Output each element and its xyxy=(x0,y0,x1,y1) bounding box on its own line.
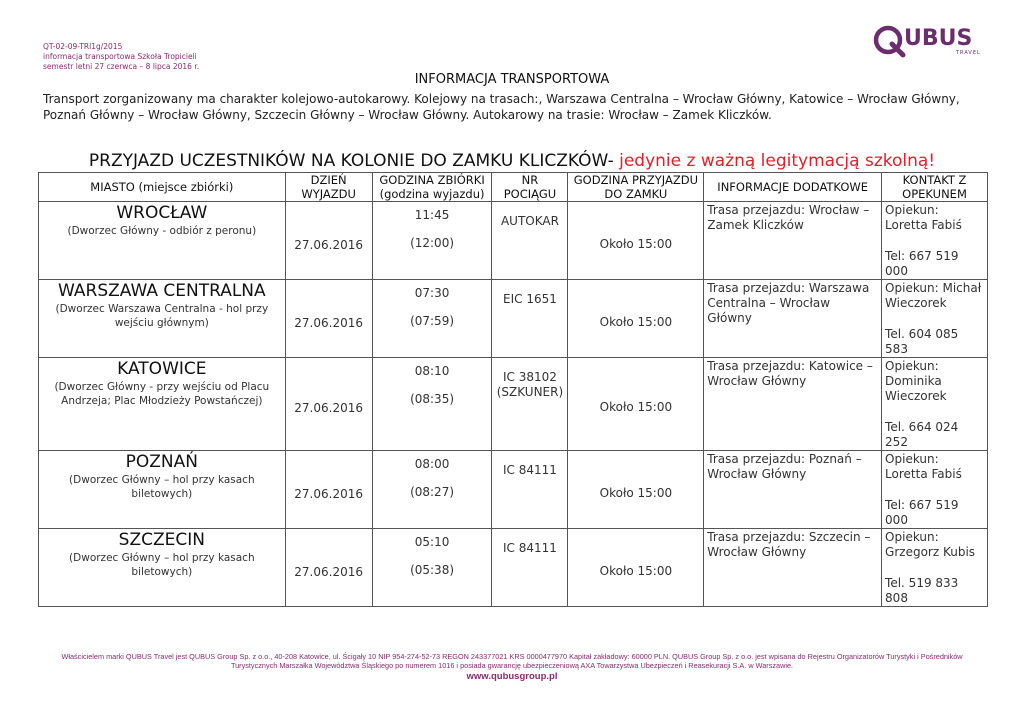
table-row xyxy=(39,280,988,358)
cell-train xyxy=(492,358,568,451)
cell-arrival: Około 15:00 xyxy=(568,202,704,280)
cell-city xyxy=(39,358,286,451)
gather-time: 08:10 xyxy=(414,364,450,378)
cell-contact xyxy=(882,529,988,607)
caretaker-phone: Tel: 667 519 000 xyxy=(885,249,959,278)
gather-time: 07:30 xyxy=(414,286,450,300)
header-date: DZIEŃ WYJAZDU xyxy=(285,173,372,202)
city-name: POZNAŃ xyxy=(125,452,198,472)
table-row xyxy=(39,202,988,280)
departure-time: (08:35) xyxy=(410,392,455,406)
cell-info: Trasa przejazdu: Wrocław – Zamek Kliczków xyxy=(704,202,882,280)
city-name: SZCZECIN xyxy=(118,530,205,550)
document-description: informacja transportowa Szkoła Tropicieli xyxy=(43,52,197,61)
cell-city xyxy=(39,451,286,529)
cell-train xyxy=(492,529,568,607)
qubus-travel-logo xyxy=(872,24,984,60)
cell-date: 27.06.2016 xyxy=(285,529,372,607)
logo-wordmark: UBUS xyxy=(904,26,973,51)
document-code: QT-02-09-TRl1g/2015 xyxy=(43,42,123,51)
table-row xyxy=(39,529,988,607)
intro-paragraph: Transport zorganizowany ma charakter kolejowo-autokarowy. Kolejowy na trasach:, Warszawa Centralna – Wrocław Główny, Katowice – Wrocław Główny, Poznań Główny – Wrocław Główny, Szczecin Główny – Wrocław Główny. Autokarowy na trasie: Wrocław – Zamek Kliczków. xyxy=(43,92,960,122)
page-heading: INFORMACJA TRANSPORTOWA xyxy=(414,72,610,87)
document-period: semestr letni 27 czerwca – 8 lipca 2016 r. xyxy=(43,62,200,71)
caretaker-name: Opiekun: Loretta Fabiś xyxy=(885,203,962,232)
meeting-place: (Dworzec Główny - odbiór z peronu) xyxy=(67,225,257,237)
cell-arrival: Około 15:00 xyxy=(568,280,704,358)
cell-train xyxy=(492,280,568,358)
meeting-place: (Dworzec Główny - przy wejściu od Placu Andrzeja; Plac Młodzieży Powstańczej) xyxy=(54,381,270,407)
table-row xyxy=(39,451,988,529)
logo-q-mark xyxy=(872,24,906,58)
departure-time: (05:38) xyxy=(410,563,455,577)
departure-time: (08:27) xyxy=(410,485,455,499)
train-name: (SZKUNER) xyxy=(496,385,564,399)
header-train-number: NR POCIĄGU xyxy=(492,173,568,202)
caretaker-name: Opiekun: Grzegorz Kubis xyxy=(885,530,976,559)
cell-contact xyxy=(882,358,988,451)
arrival-title-highlight: jedynie z ważną legitymacją szkolną! xyxy=(619,151,936,171)
train-number: IC 84111 xyxy=(503,541,557,555)
logo-subtitle: TRAVEL xyxy=(956,50,981,56)
caretaker-phone: Tel: 667 519 000 xyxy=(885,498,959,527)
caretaker-name: Opiekun: Michał Wieczorek xyxy=(885,281,982,310)
cell-city xyxy=(39,280,286,358)
table-header-row xyxy=(39,173,988,202)
cell-train xyxy=(492,202,568,280)
train-number: IC 84111 xyxy=(503,463,557,477)
cell-info: Trasa przejazdu: Warszawa Centralna – Wrocław Główny xyxy=(704,280,882,358)
footer-legal-line-2: Turystycznych Marszałka Województwa Śląskiego po numerem 1016 i posiada gwarancję ubezpieczeniową AXA Towarzystwa Ubezpieczeń i Reasekuracji S.A. w Warszawie. xyxy=(230,661,794,670)
meeting-place: (Dworzec Główny – hol przy kasach biletowych) xyxy=(69,552,255,578)
gather-time: 08:00 xyxy=(414,457,450,471)
cell-city xyxy=(39,202,286,280)
footer-website-link[interactable]: www.qubusgroup.pl xyxy=(466,671,558,682)
cell-time xyxy=(372,280,492,358)
caretaker-phone: Tel. 664 024 252 xyxy=(885,420,959,449)
cell-time xyxy=(372,358,492,451)
transport-table xyxy=(38,172,988,607)
cell-arrival: Około 15:00 xyxy=(568,529,704,607)
cell-date: 27.06.2016 xyxy=(285,202,372,280)
cell-date: 27.06.2016 xyxy=(285,358,372,451)
gather-time: 11:45 xyxy=(414,208,450,222)
header-additional-info: INFORMACJE DODATKOWE xyxy=(704,173,882,202)
header-gather-time: GODZINA ZBIÓRKI (godzina wyjazdu) xyxy=(372,173,492,202)
cell-arrival: Około 15:00 xyxy=(568,451,704,529)
cell-contact xyxy=(882,202,988,280)
footer xyxy=(0,652,1024,684)
cell-info: Trasa przejazdu: Katowice – Wrocław Główny xyxy=(704,358,882,451)
gather-time: 05:10 xyxy=(414,535,450,549)
meeting-place: (Dworzec Warszawa Centralna - hol przy wejściu głównym) xyxy=(55,303,269,329)
meeting-place: (Dworzec Główny – hol przy kasach biletowych) xyxy=(69,474,255,500)
caretaker-name: Opiekun: Dominika Wieczorek xyxy=(885,359,947,403)
train-number: IC 38102 xyxy=(503,370,557,384)
cell-contact xyxy=(882,451,988,529)
city-name: KATOWICE xyxy=(117,359,207,379)
cell-time xyxy=(372,529,492,607)
cell-date: 27.06.2016 xyxy=(285,451,372,529)
header-contact: KONTAKT Z OPEKUNEM xyxy=(882,173,988,202)
cell-train xyxy=(492,451,568,529)
cell-time xyxy=(372,202,492,280)
cell-arrival: Około 15:00 xyxy=(568,358,704,451)
caretaker-phone: Tel. 604 085 583 xyxy=(885,327,959,356)
caretaker-name: Opiekun: Loretta Fabiś xyxy=(885,452,962,481)
document-reference xyxy=(43,42,199,72)
departure-time: (12:00) xyxy=(410,236,455,250)
caretaker-phone: Tel. 519 833 808 xyxy=(885,576,959,605)
train-number: EIC 1651 xyxy=(503,292,557,306)
cell-date: 27.06.2016 xyxy=(285,280,372,358)
cell-time xyxy=(372,451,492,529)
train-number: AUTOKAR xyxy=(500,214,559,228)
footer-legal-line-1: Właścicielem marki QUBUS Travel jest QUBUS Group Sp. z o.o., 40-208 Katowice, ul. Ścigały 10 NIP 954-274-52-73 REGON 243377021 KRS 0000477970 Kapitał zakładowy: 60000 PLN. QUBUS Group Sp. z o.o. jest wpisana do Rejestru Organizatorów Turystyki i Pośredników xyxy=(61,652,963,661)
arrival-title xyxy=(0,151,1024,171)
departure-time: (07:59) xyxy=(410,314,455,328)
table-row xyxy=(39,358,988,451)
city-name: WROCŁAW xyxy=(116,203,208,223)
cell-city xyxy=(39,529,286,607)
cell-info: Trasa przejazdu: Szczecin – Wrocław Główny xyxy=(704,529,882,607)
cell-contact xyxy=(882,280,988,358)
cell-info: Trasa przejazdu: Poznań – Wrocław Główny xyxy=(704,451,882,529)
arrival-title-text: PRZYJAZD UCZESTNIKÓW NA KOLONIE DO ZAMKU KLICZKÓW- xyxy=(88,151,620,171)
header-city: MIASTO (miejsce zbiórki) xyxy=(39,173,286,202)
city-name: WARSZAWA CENTRALNA xyxy=(58,281,266,301)
header-arrival-time: GODZINA PRZYJAZDU DO ZAMKU xyxy=(568,173,704,202)
